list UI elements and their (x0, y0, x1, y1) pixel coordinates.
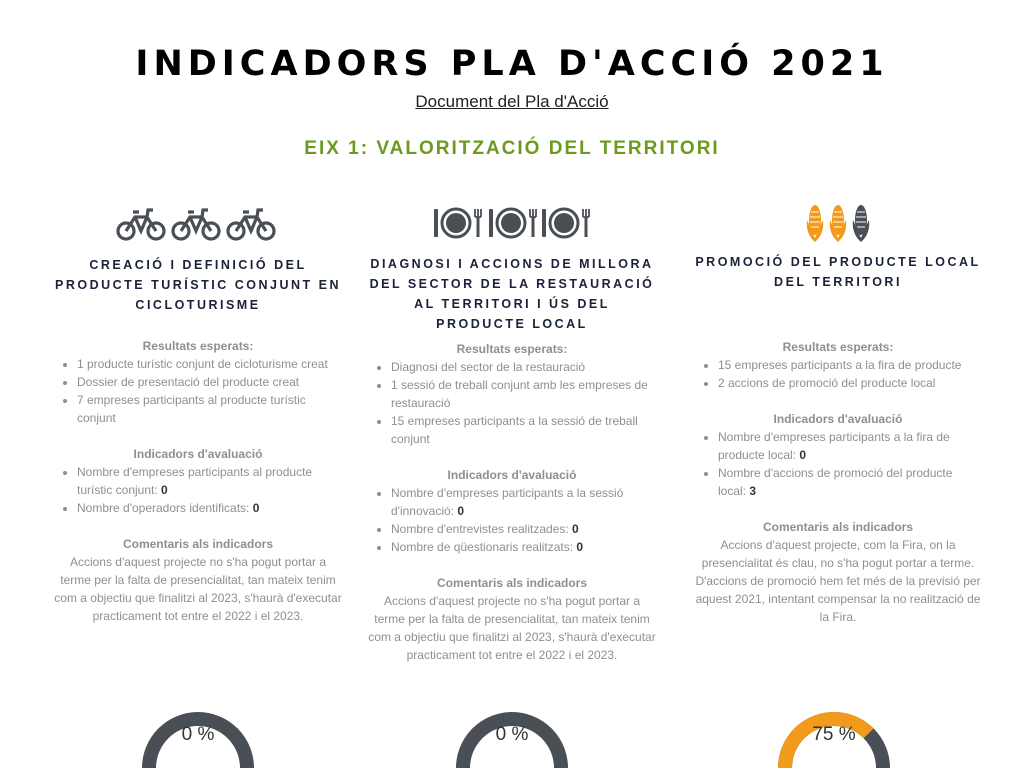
list-item: • 1 producte turístic conjunt de cicloturisme creat (77, 355, 343, 373)
list-item: • Nombre d'operadors identificats: 0 (77, 499, 343, 517)
progress-gauge-1 (141, 690, 255, 768)
column-title: PROMOCIÓ DEL PRODUCTE LOCAL DEL TERRITORI (695, 255, 981, 289)
list-item: • 15 empreses participants a la fira de producte (718, 356, 982, 374)
plate-cutlery-icon (367, 195, 657, 251)
axis-title: EIX 1: VALORITZACIÓ DEL TERRITORI (304, 138, 720, 159)
list-item: • Dossier de presentació del producte creat (77, 373, 343, 391)
results-heading: Resultats esperats: (456, 342, 568, 356)
list-item: • 7 empreses participants al producte turístic conjunt (77, 391, 343, 427)
indicator-column-2 (367, 195, 657, 664)
list-item: • Nombre d'empreses participants al producte turístic conjunt: 0 (77, 463, 343, 499)
main-title: INDICADORS PLA D'ACCIÓ 2021 (135, 44, 889, 84)
list-item: • Nombre d'accions de promoció del producte local: 3 (718, 464, 982, 500)
results-list (694, 356, 982, 392)
column-title: DIAGNOSI I ACCIONS DE MILLORA DEL SECTOR DE LA RESTAURACIÓ AL TERRITORI I ÚS DEL PRODUCTE LOCAL (369, 257, 655, 331)
indicators-heading: Indicadors d'avaluació (447, 468, 577, 482)
progress-value: 0 % (181, 724, 215, 745)
corn-icon (694, 195, 982, 251)
list-item: • Nombre d'empreses participants a la sessió d'innovació: 0 (391, 484, 657, 520)
progress-gauge-2 (455, 690, 569, 768)
list-item: • 15 empreses participants a la sessió de treball conjunt (391, 412, 657, 448)
progress-gauge-3 (777, 690, 891, 768)
comment-text: Accions d'aquest projecte, com la Fira, on la presencialitat és clau, no s'ha pogut portar a terme. D'accions de promoció hem fet més de la previsió per aquest 2021, intentant compensar la no realització de la Fira. (695, 538, 981, 624)
column-title: CREACIÓ I DEFINICIÓ DEL PRODUCTE TURÍSTIC CONJUNT EN CICLOTURISME (55, 258, 341, 312)
results-list (367, 358, 657, 448)
comments-heading: Comentaris als indicadors (122, 537, 274, 551)
indicators-heading: Indicadors d'avaluació (773, 412, 903, 426)
list-item: • Nombre de qüestionaris realitzats: 0 (391, 538, 657, 556)
indicator-column-3 (694, 195, 982, 626)
list-item: • Nombre d'entrevistes realitzades: 0 (391, 520, 657, 538)
indicators-list (53, 463, 343, 517)
progress-value: 75 % (812, 724, 856, 745)
document-link[interactable]: Document del Pla d'Acció (415, 92, 609, 111)
comment-text: Accions d'aquest projecte no s'ha pogut portar a terme per la falta de presencialitat, tan mateix tenim com a objectiu que finalitzi al 2023, s'haurà d'executar practicament tot entre el 2022 i el 2023. (54, 555, 342, 623)
list-item: • Nombre d'empreses participants a la fira de producte local: 0 (718, 428, 982, 464)
comments-heading: Comentaris als indicadors (762, 520, 914, 534)
results-list (53, 355, 343, 427)
list-item: • 2 accions de promoció del producte local (718, 374, 982, 392)
comment-text: Accions d'aquest projecte no s'ha pogut portar a terme per la falta de presencialitat, tan mateix tenim com a objectiu que finalitzi al 2023, s'haurà d'executar practicament tot entre el 2022 i el 2023. (368, 594, 656, 662)
progress-value: 0 % (495, 724, 529, 745)
results-heading: Resultats esperats: (782, 340, 894, 354)
list-item: • Diagnosi del sector de la restauració (391, 358, 657, 376)
indicators-list (694, 428, 982, 500)
indicators-list (367, 484, 657, 556)
list-item: • 1 sessió de treball conjunt amb les empreses de restauració (391, 376, 657, 412)
bicycle-icon (53, 195, 343, 251)
results-heading: Resultats esperats: (142, 339, 254, 353)
comments-heading: Comentaris als indicadors (436, 576, 588, 590)
indicators-heading: Indicadors d'avaluació (133, 447, 263, 461)
indicator-column-1 (53, 195, 343, 625)
